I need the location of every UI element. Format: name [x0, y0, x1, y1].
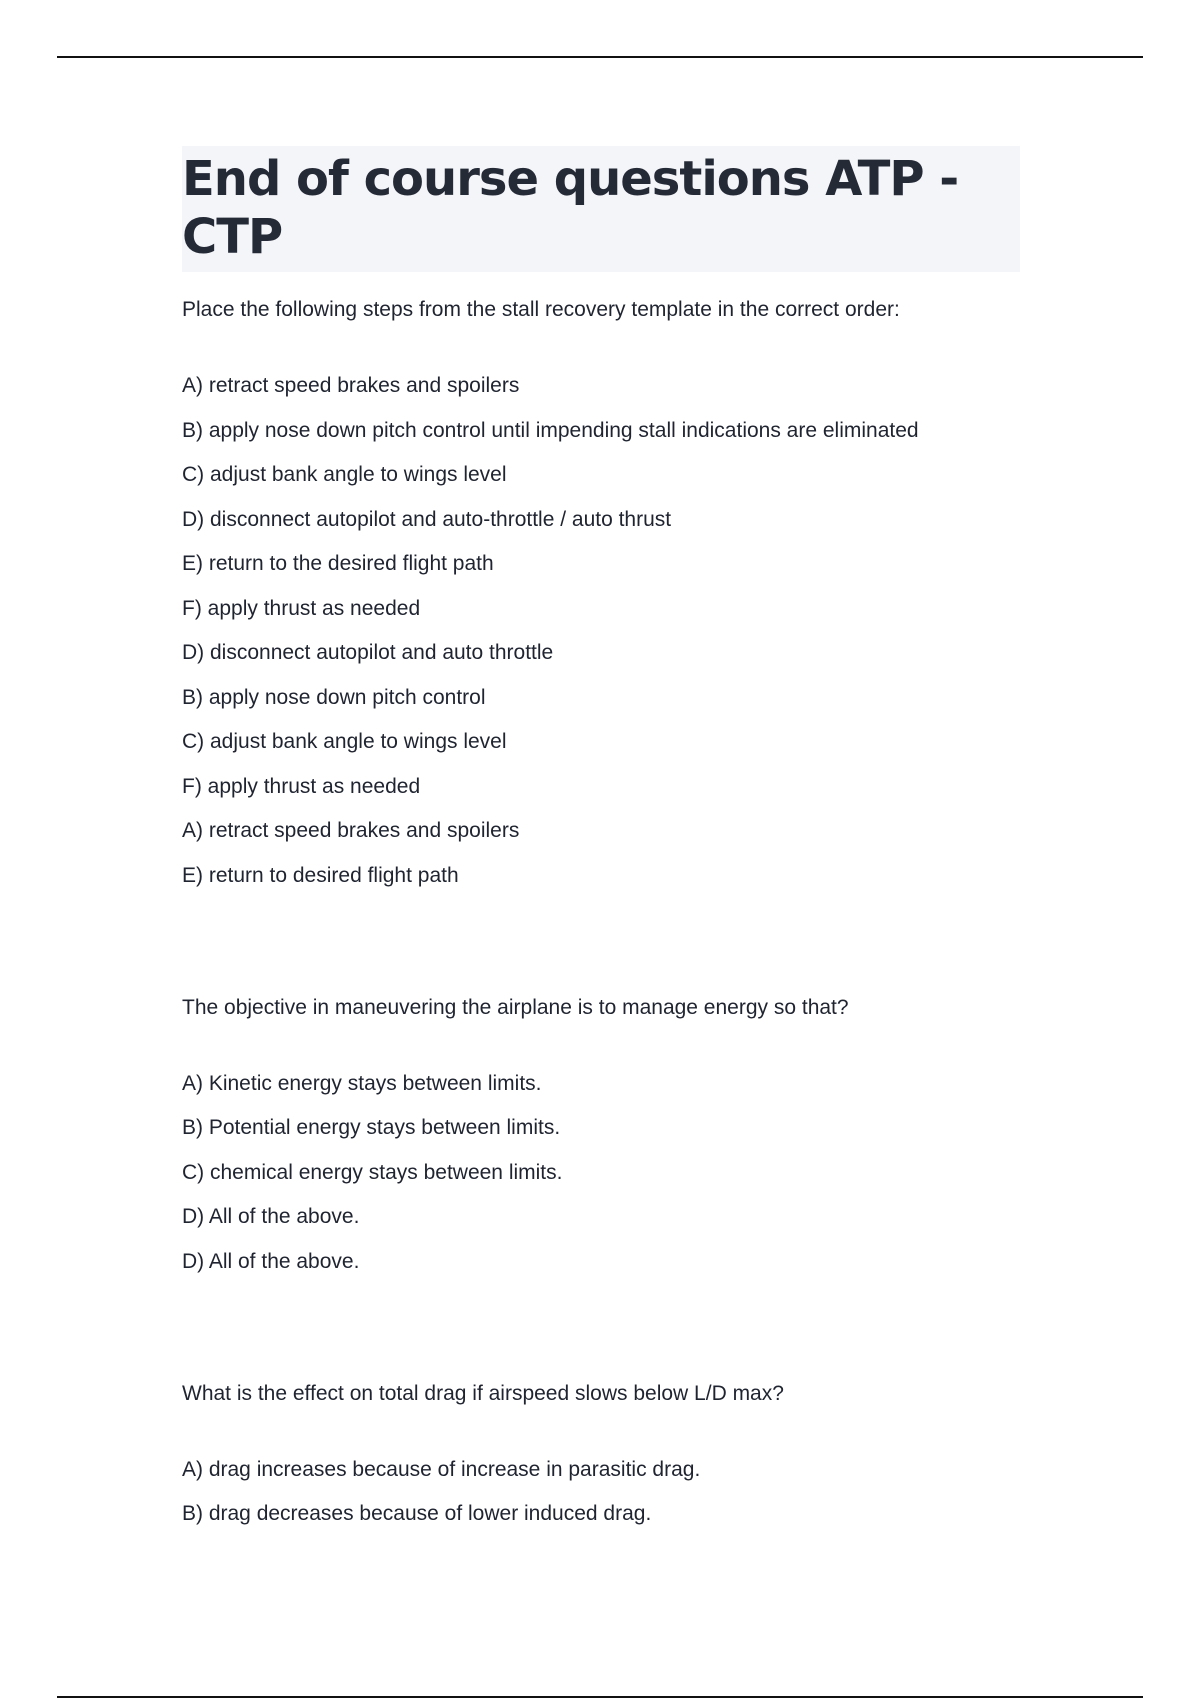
- option-item: B) Potential energy stays between limits.: [182, 1116, 561, 1139]
- option-item: F) apply thrust as needed: [182, 596, 421, 620]
- option-item: A) Kinetic energy stays between limits.: [182, 1071, 542, 1095]
- page-bottom-rule: [57, 1696, 1143, 1698]
- option-item: C) adjust bank angle to wings level: [182, 463, 507, 486]
- option-item: B) drag decreases because of lower induced drag.: [182, 1502, 652, 1525]
- question-prompt: The objective in maneuvering the airplane is to manage energy so that?: [182, 995, 849, 1019]
- document-title: End of course questions ATP - CTP: [182, 151, 959, 265]
- option-list: [182, 1070, 1022, 1276]
- option-item: B) apply nose down pitch control until impending stall indications are eliminated: [182, 418, 919, 442]
- option-item: A) drag increases because of increase in parasitic drag.: [182, 1457, 701, 1481]
- answer-item: D) disconnect autopilot and auto throttle: [182, 641, 554, 664]
- answer-item: A) retract speed brakes and spoilers: [182, 819, 520, 842]
- option-list: [182, 372, 1022, 890]
- page-top-rule: [57, 56, 1143, 58]
- answer-item: E) return to desired flight path: [182, 863, 459, 887]
- option-item: D) disconnect autopilot and auto-throttle / auto thrust: [182, 507, 672, 531]
- question-3: [182, 1380, 1022, 1529]
- question-1: [182, 296, 1022, 890]
- option-item: A) retract speed brakes and spoilers: [182, 374, 520, 397]
- option-item: C) chemical energy stays between limits.: [182, 1160, 563, 1184]
- option-item: E) return to the desired flight path: [182, 552, 494, 575]
- answer-item: C) adjust bank angle to wings level: [182, 730, 507, 753]
- answer-item: F) apply thrust as needed: [182, 774, 421, 798]
- option-list: [182, 1456, 1022, 1529]
- answer-item: B) apply nose down pitch control: [182, 685, 486, 709]
- question-prompt: Place the following steps from the stall recovery template in the correct order:: [182, 298, 900, 321]
- option-item: D) All of the above.: [182, 1205, 360, 1228]
- question-prompt: What is the effect on total drag if airspeed slows below L/D max?: [182, 1381, 784, 1405]
- question-2: [182, 994, 1022, 1276]
- document-body: [182, 146, 1022, 1528]
- title-block: [182, 146, 1020, 272]
- answer-item: D) All of the above.: [182, 1249, 360, 1273]
